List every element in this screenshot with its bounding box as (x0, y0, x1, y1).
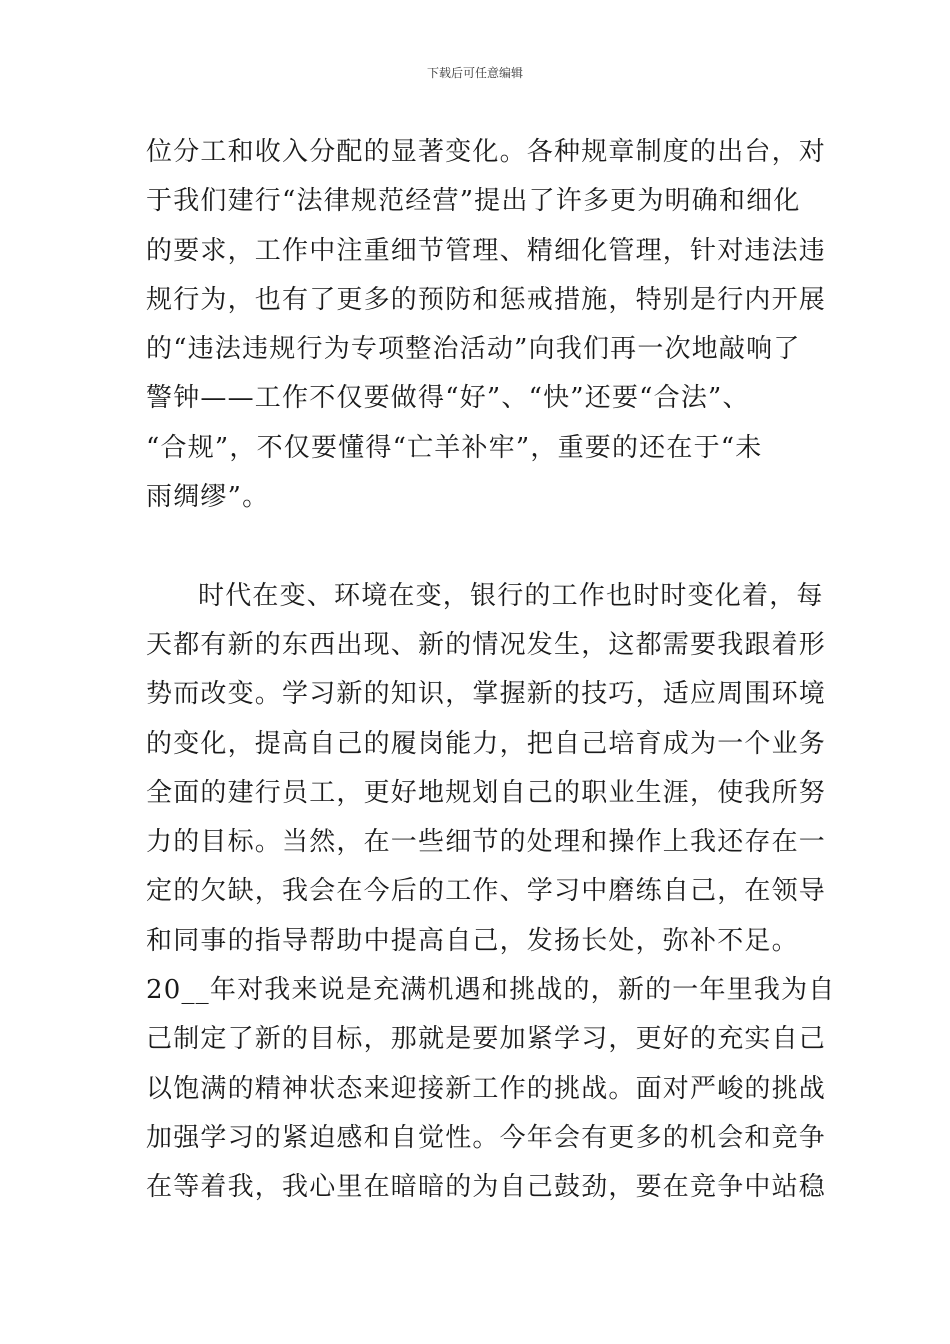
text-line: 力的目标。当然，在一些细节的处理和操作上我还存在一 (146, 827, 827, 858)
paragraph (146, 572, 836, 1213)
text-line: 天都有新的东西出现、新的情况发生，这都需要我跟着形 (146, 629, 827, 660)
text-line: 己制定了新的目标，那就是要加紧学习，更好的充实自己 (146, 1024, 827, 1055)
text-line: 定的欠缺，我会在今后的工作、学习中磨练自己，在领导 (146, 876, 827, 907)
text-line: 20__年对我来说是充满机遇和挑战的，新的一年里我为自 (146, 975, 836, 1006)
text-line: 位分工和收入分配的显著变化。各种规章制度的出台，对 (146, 137, 827, 167)
text-line: 以饱满的精神状态来迎接新工作的挑战。面对严峻的挑战 (146, 1073, 827, 1104)
text-line: 的要求，工作中注重细节管理、精细化管理，针对违法违 (146, 235, 827, 266)
document-body (146, 128, 836, 1213)
text-line: 的变化，提高自己的履岗能力，把自己培育成为一个业务 (146, 728, 827, 759)
text-line: 加强学习的紧迫感和自觉性。今年会有更多的机会和竞争 (146, 1122, 827, 1153)
paragraph (146, 128, 836, 522)
text-line: 在等着我，我心里在暗暗的为自己鼓劲，要在竞争中站稳 (146, 1172, 827, 1203)
text-line: 警钟——工作不仅要做得“好”、“快”还要“合法”、 (146, 383, 750, 414)
text-line: “合规”，不仅要懂得“亡羊补牢”，重要的还在于“未 (146, 432, 763, 463)
page-header: 下载后可任意编辑 (426, 66, 523, 80)
text-line: 规行为，也有了更多的预防和惩戒措施，特别是行内开展 (146, 284, 827, 315)
text-line: 的“违法违规行为专项整治活动”向我们再一次地敲响了 (146, 334, 801, 365)
text-line: 于我们建行“法律规范经营”提出了许多更为明确和细化 (146, 186, 801, 217)
text-line: 雨绸缪”。 (146, 482, 270, 513)
text-line: 和同事的指导帮助中提高自己，发扬长处，弥补不足。 (146, 925, 799, 956)
text-line: 全面的建行员工，更好地规划自己的职业生涯，使我所努 (146, 777, 827, 808)
text-line: 时代在变、环境在变，银行的工作也时时变化着，每 (198, 580, 824, 611)
text-line: 势而改变。学习新的知识，掌握新的技巧，适应周围环境 (146, 679, 827, 710)
paragraph-spacer (146, 522, 836, 571)
